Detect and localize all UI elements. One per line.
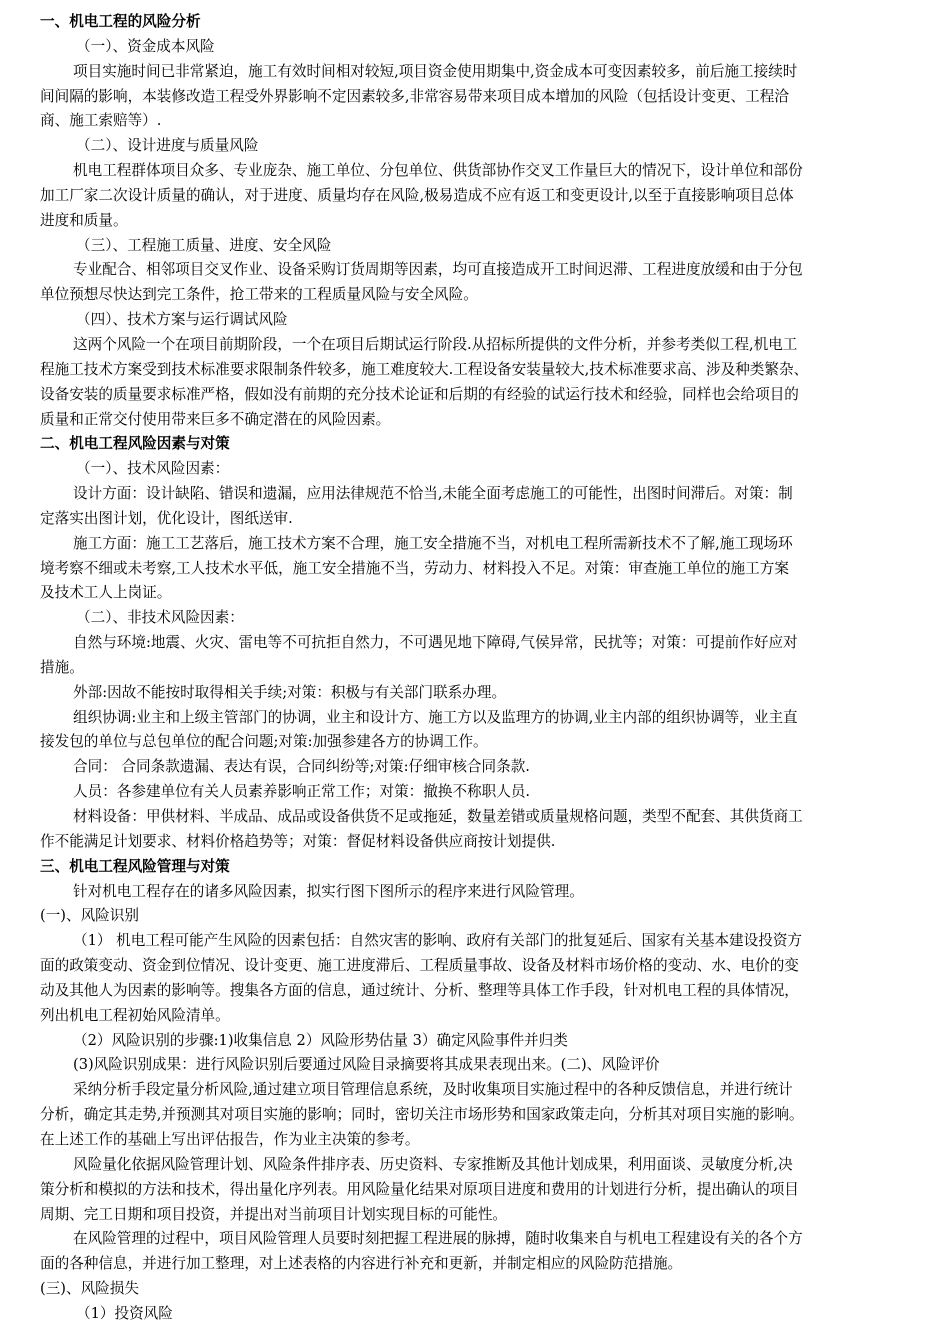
paragraph-line: 设备安装的质量要求标准严格，假如没有前期的充分技术论证和后期的有经验的试运行技术和经验，同样也会给项目的 bbox=[40, 385, 799, 403]
paragraph-first-line: 施工方面：施工工艺落后，施工技术方案不合理，施工安全措施不当，对机电工程所需新技术不了解,施工现场环 bbox=[73, 534, 793, 552]
paragraph-first-line: 项目实施时间已非常紧迫，施工有效时间相对较短,项目资金使用期集中,资金成本可变因素较多，前后施工接续时 bbox=[73, 62, 798, 80]
paragraph-first-line: 设计方面：设计缺陷、错误和遗漏，应用法律规范不恰当,未能全面考虑施工的可能性，出图时间滞后。对策：制 bbox=[73, 485, 793, 503]
paragraph-first-line: 这两个风险一个在项目前期阶段，一个在项目后期试运行阶段.从招标所提供的文件分析，并参考类似工程,机电工 bbox=[73, 335, 798, 353]
list-item: （1） 机电工程可能产生风险的因素包括：自然灾害的影响、政府有关部门的批复延后、国家有关基本建设投资方 bbox=[73, 932, 803, 950]
section-heading: 三、机电工程风险管理与对策 bbox=[40, 857, 230, 875]
paragraph-line: 进度和质量。 bbox=[40, 211, 128, 229]
paragraph-line: 在上述工作的基础上写出评估报告，作为业主决策的参考。 bbox=[40, 1130, 420, 1148]
section-heading: 一、机电工程的风险分析 bbox=[40, 13, 201, 30]
paragraph-first-line: 针对机电工程存在的诸多风险因素，拟实行图下图所示的程序来进行风险管理。 bbox=[73, 882, 584, 900]
paragraph-first-line: 材料设备：甲供材料、半成品、成品或设备供货不足或拖延，数量差错或质量规格问题，类型不配套、其供货商工 bbox=[73, 808, 803, 825]
paragraph-line: 面的各种信息，并进行加工整理，对上述表格的内容进行补充和更新，并制定相应的风险防范措施。 bbox=[40, 1255, 683, 1273]
paragraph-first-line: 合同： 合同条款遗漏、表达有误，合同纠纷等;对策:仔细审核合同条款. bbox=[73, 758, 530, 776]
paragraph-line: 动及其他人为因素的影响等。搜集各方面的信息，通过统计、分析、整理等具体工作手段，针对机电工程的具体情况， bbox=[40, 981, 799, 999]
paragraph-line: 定落实出图计划，优化设计，图纸送审. bbox=[40, 509, 293, 527]
paragraph-line: 质量和正常交付使用带来巨多不确定潜在的风险因素。 bbox=[40, 410, 391, 428]
paragraph-line: 及技术工人上岗证。 bbox=[40, 584, 172, 602]
paragraph-first-line: 在风险管理的过程中，项目风险管理人员要时刻把握工程进展的脉搏，随时收集来自与机电工程建设有关的各个方 bbox=[73, 1230, 803, 1248]
paragraph-first-line: 采纳分析手段定量分析风险,通过建立项目管理信息系统，及时收集项目实施过程中的各种反馈信息，并进行统计 bbox=[73, 1081, 793, 1099]
paragraph-first-line: 机电工程群体项目众多、专业庞杂、施工单位、分包单位、供货部协作交叉工作量巨大的情况下，设计单位和部份 bbox=[73, 162, 803, 180]
paragraph-first-line: 风险量化依据风险管理计划、风险条件排序表、历史资料、专家推断及其他计划成果，利用面谈、灵敏度分析,决 bbox=[73, 1155, 793, 1173]
subsection-label: (三)、风险损失 bbox=[40, 1280, 139, 1298]
paragraph-line: 接发包的单位与总包单位的配合问题;对策:加强参建各方的协调工作。 bbox=[40, 733, 488, 751]
list-item: (3)风险识别成果：进行风险识别后要通过风险目录摘要将其成果表现出来。(二)、风险评价 bbox=[73, 1056, 660, 1074]
section-heading: 二、机电工程风险因素与对策 bbox=[40, 435, 230, 453]
subsection-heading: （四）、技术方案与运行调试风险 bbox=[76, 311, 288, 329]
paragraph-line: 策分析和模拟的方法和技术，得出量化序列表。用风险量化结果对原项目进度和费用的计划进行分析，提出确认的项目 bbox=[40, 1180, 799, 1198]
paragraph-line: 境考察不细或未考察,工人技术水平低，施工安全措施不当，劳动力、材料投入不足。对策：审查施工单位的施工方案 bbox=[40, 559, 789, 577]
paragraph-first-line: 专业配合、相邻项目交叉作业、设备采购订货周期等因素，均可直接造成开工时间迟滞、工程进度放缓和由于分包 bbox=[73, 261, 803, 279]
paragraph-first-line: 人员：各参建单位有关人员素养影响正常工作；对策：撤换不称职人员. bbox=[73, 783, 531, 801]
subsection-heading: （一）、资金成本风险 bbox=[76, 37, 215, 55]
paragraph-line: 程施工技术方案受到技术标准要求限制条件较多，施工难度较大.工程设备安装量较大,技术标准要求高、涉及种类繁杂、 bbox=[40, 360, 809, 378]
paragraph-line: 面的政策变动、资金到位情况、设计变更、施工进度滞后、工程质量事故、设备及材料市场价格的变动、水、电价的变 bbox=[40, 957, 799, 975]
paragraph-line: 商、施工索赔等）. bbox=[40, 112, 162, 130]
paragraph-line: 加工厂家二次设计质量的确认，对于进度、质量均存在风险,极易造成不应有返工和变更设计,以至于直接影响项目总体 bbox=[40, 186, 794, 204]
paragraph-line: 间间隔的影响，本装修改造工程受外界影响不定因素较多,非常容易带来项目成本增加的风险（包括设计变更、工程洽 bbox=[40, 87, 789, 105]
paragraph-line: 列出机电工程初始风险清单。 bbox=[40, 1006, 230, 1024]
subsection-heading: （二）、非技术风险因素： bbox=[76, 609, 244, 627]
paragraph-line: 作不能满足计划要求、材料价格趋势等；对策：督促材料设备供应商按计划提供. bbox=[40, 832, 556, 850]
paragraph-line: 单位预想尽快达到完工条件，抢工带来的工程质量风险与安全风险。 bbox=[40, 286, 478, 304]
subsection-label: (一)、风险识别 bbox=[40, 907, 139, 925]
paragraph-first-line: 外部:因故不能按时取得相关手续;对策：积极与有关部门联系办理。 bbox=[73, 683, 507, 701]
paragraph-first-line: 组织协调:业主和上级主管部门的协调，业主和设计方、施工方以及监理方的协调,业主内部的组织协调等，业主直 bbox=[73, 708, 798, 726]
paragraph-line: 分析，确定其走势,并预测其对项目实施的影响；同时，密切关注市场形势和国家政策走向，分析其对项目实施的影响。 bbox=[40, 1106, 804, 1124]
subsection-heading: （一）、技术风险因素： bbox=[76, 460, 230, 478]
paragraph-line: 周期、完工日期和项目投资，并提出对当前项目计划实现目标的可能性。 bbox=[40, 1205, 508, 1223]
subsection-heading: （二）、设计进度与质量风险 bbox=[76, 137, 259, 155]
paragraph-first-line: 自然与环境:地震、火灾、雷电等不可抗拒自然力，不可遇见地下障碍,气侯异常，民扰等；对策：可提前作好应对 bbox=[73, 634, 798, 652]
subsection-heading: （1）投资风险 bbox=[76, 1304, 173, 1322]
list-item: （2）风险识别的步骤:1)收集信息 2）风险形势估量 3）确定风险事件并归类 bbox=[73, 1031, 568, 1049]
subsection-heading: （三）、工程施工质量、进度、安全风险 bbox=[76, 236, 332, 254]
paragraph-line: 措施。 bbox=[40, 658, 84, 676]
